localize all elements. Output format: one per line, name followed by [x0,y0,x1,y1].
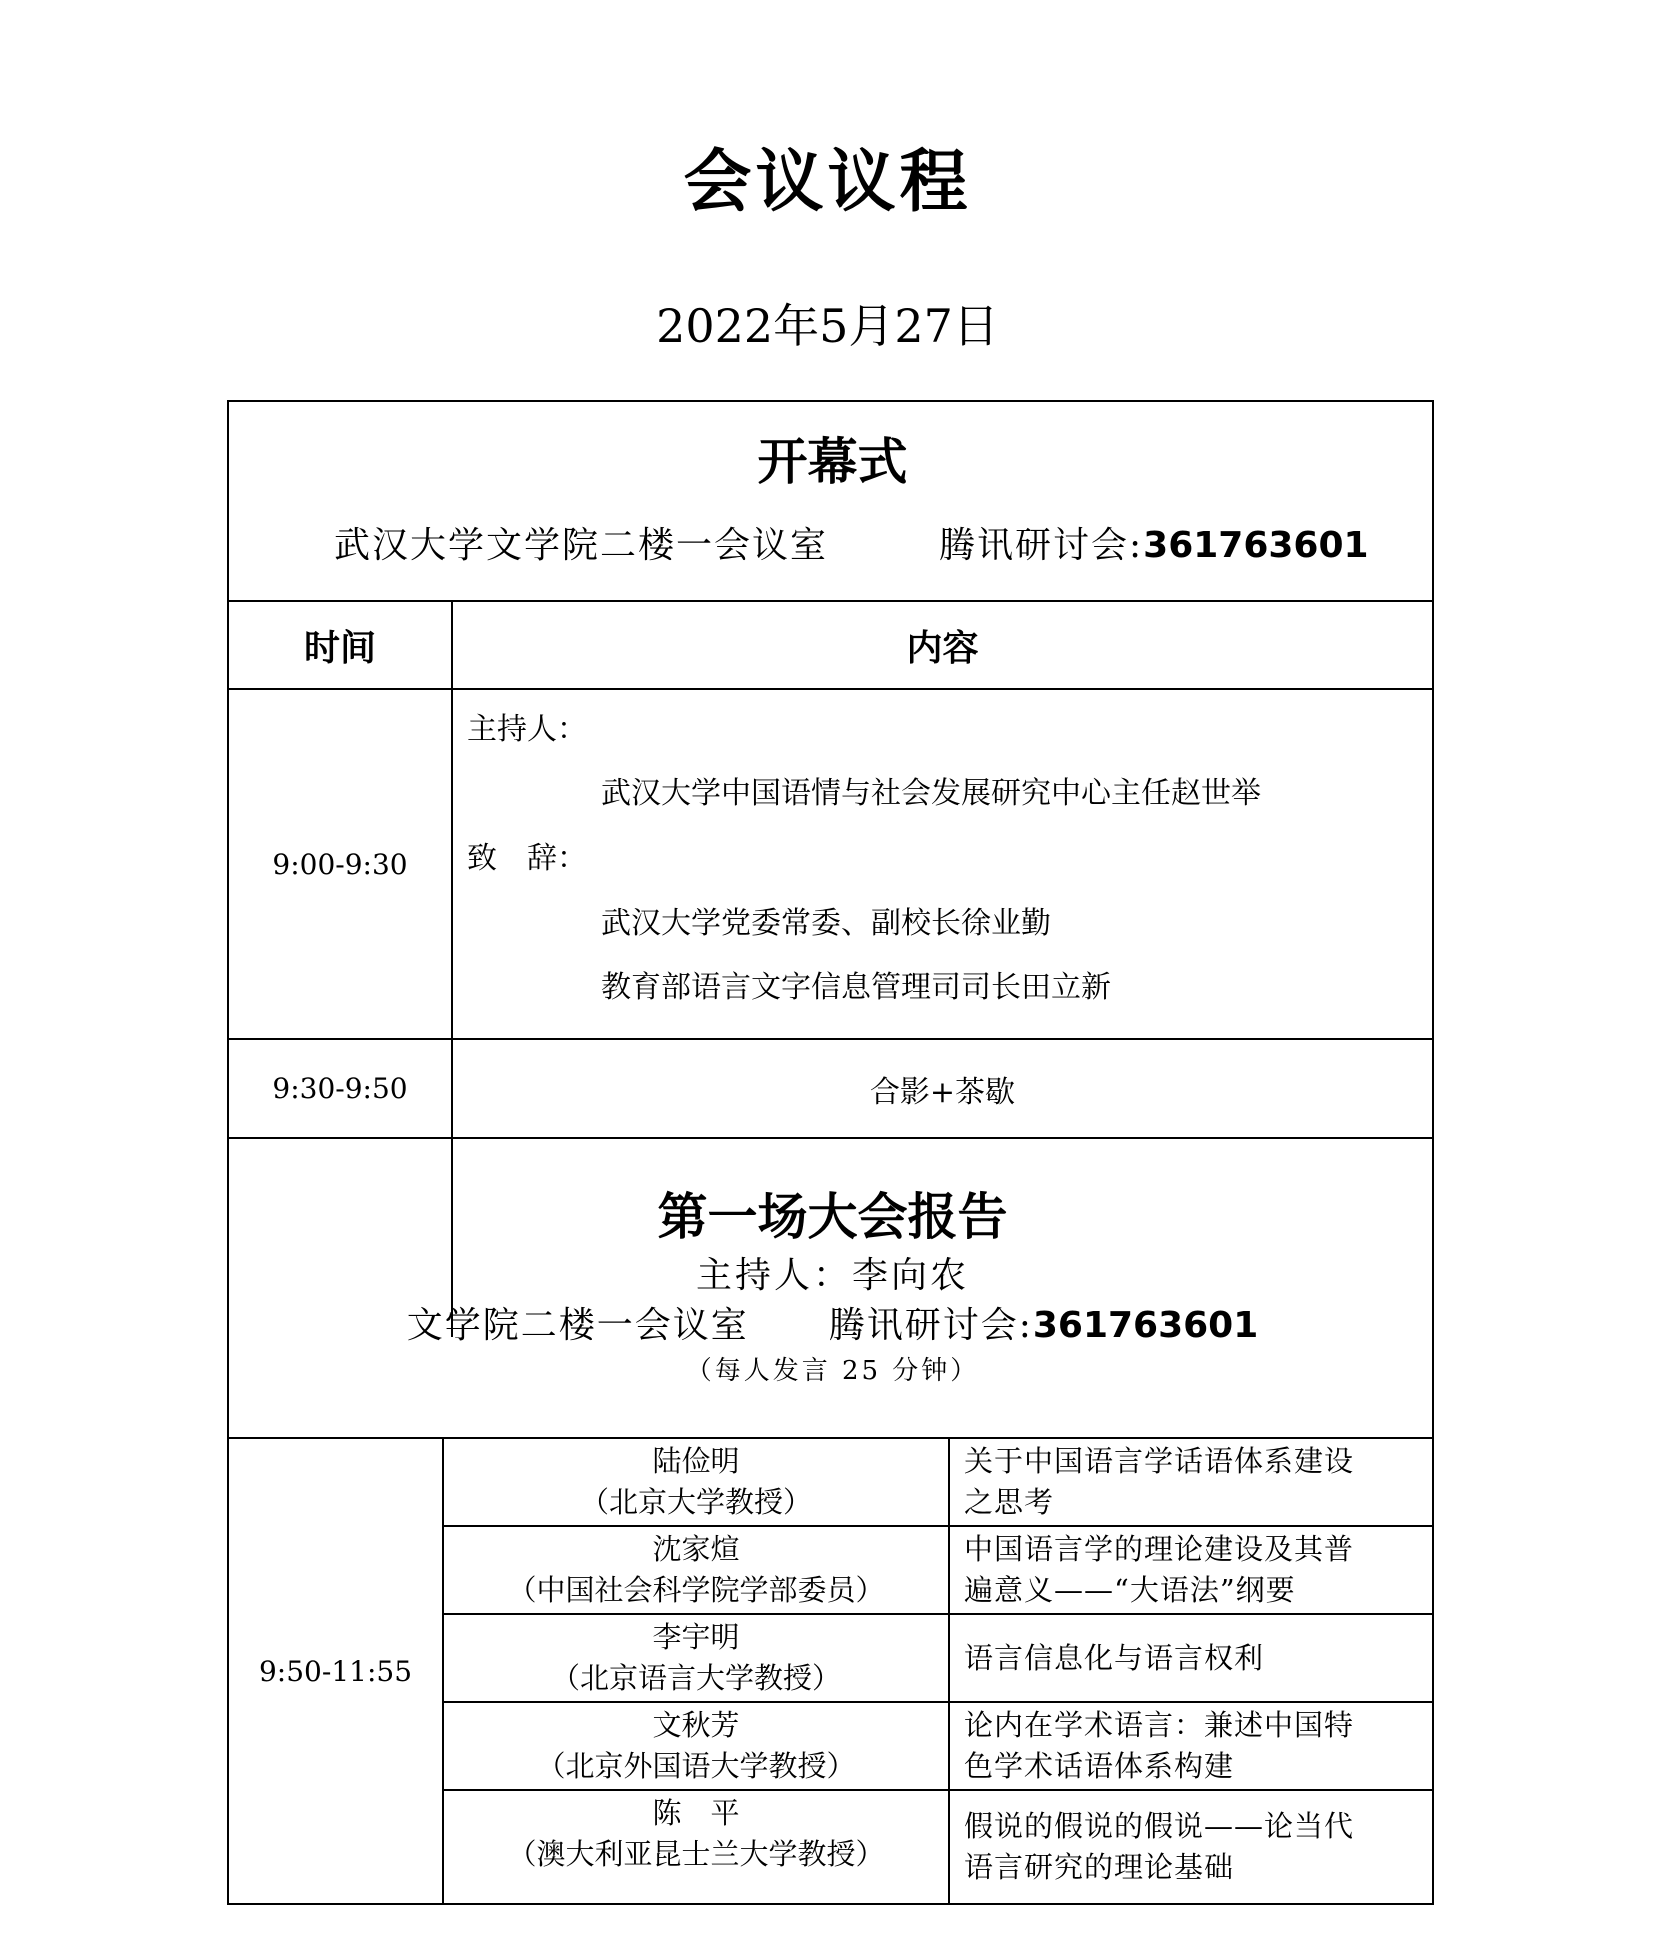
session-venue [229,1297,1436,1348]
talk-title: 论内在学术语言：兼述中国特 色学术话语体系构建 [964,1708,1355,1783]
opening-venue: 武汉大学文学院二楼一会议室 [334,525,829,566]
talk-title: 语言信息化与语言权利 [964,1640,1265,1675]
speaker-name: 文秋芳 [652,1708,740,1742]
agenda-date: 2022年5月27日 [656,299,999,353]
speaker-cell [444,1527,948,1613]
session-note: （每人发言 25 分钟） [685,1356,980,1386]
agenda-table [227,400,1434,1905]
speaker: 教育部语言文字信息管理司司长田立新 [601,970,1111,1005]
talk-title: 假说的假说的假说——论当代 语言研究的理论基础 [964,1809,1355,1884]
speaker-name: 陈 平 [652,1796,740,1830]
session-time: 9:50-11:55 [258,1654,413,1688]
speaker: 武汉大学党委常委、副校长徐业勤 [601,906,1051,941]
tencent-label: 腾讯研讨会: [828,1305,1033,1346]
divider [229,1137,1432,1139]
session-heading: 第一场大会报告 [657,1187,1008,1246]
tencent-id: 361763601 [1143,525,1369,566]
divider [948,1437,950,1905]
talk-title: 中国语言学的理论建设及其普 遍意义——“大语法”纲要 [964,1532,1355,1607]
speaker-affiliation: （北京外国语大学教授） [536,1749,856,1783]
talk-title: 关于中国语言学话语体系建设 之思考 [964,1444,1355,1519]
speaker-affiliation: （澳大利亚昆士兰大学教授） [507,1837,885,1871]
host-name: 武汉大学中国语情与社会发展研究中心主任赵世举 [601,776,1261,811]
speaker-cell [444,1791,948,1877]
session-venue-name: 文学院二楼一会议室 [406,1305,749,1346]
speaker-cell [444,1615,948,1701]
opening-heading: 开幕式 [757,432,908,491]
host-label: 主持人： [467,712,587,747]
session-host: 主持人：李向农 [695,1255,969,1296]
speech-label: 致 辞： [467,841,587,876]
page-title: 会议议程 [683,142,972,222]
row-time: 9:30-9:50 [272,1072,408,1105]
speaker-affiliation: （北京语言大学教授） [550,1661,841,1695]
speaker-cell [444,1439,948,1525]
header-time: 时间 [303,626,376,669]
speaker-cell [444,1703,948,1789]
row-content: 合影+茶歇 [869,1074,1016,1110]
opening-tencent [939,517,1369,568]
speaker-name: 李宇明 [652,1620,740,1654]
speaker-affiliation: （北京大学教授） [579,1485,812,1519]
header-content: 内容 [906,626,979,669]
speaker-name: 沈家煊 [652,1532,740,1566]
speaker-affiliation: （中国社会科学院学部委员） [507,1573,885,1607]
tencent-id: 361763601 [1032,1305,1259,1346]
tencent-label: 腾讯研讨会: [939,525,1144,566]
row-time: 9:00-9:30 [272,847,408,881]
speaker-name: 陆俭明 [652,1444,740,1478]
